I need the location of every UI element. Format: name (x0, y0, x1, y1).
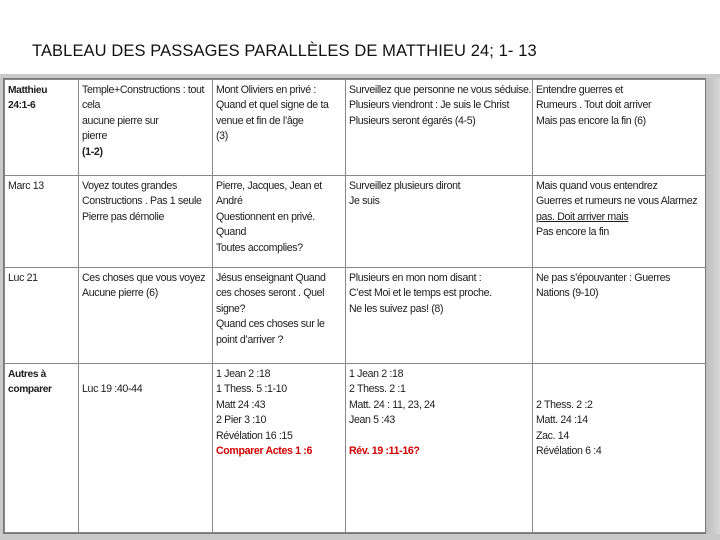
row-label-cell: Luc 21 (5, 268, 79, 364)
row-label-cell: Autres à comparer (5, 364, 79, 533)
table-row-matthieu (5, 80, 708, 176)
passage-cell: Plusieurs en mon nom disant : C’est Moi et le temps est proche. Ne les suivez pas! (8) (346, 268, 533, 364)
passage-cell: Jésus enseignant Quand ces choses seront . Quel signe? Quand ces choses sur le point d’arriver ? (213, 268, 346, 364)
passage-cell: Ne pas s’épouvanter : Guerres Nations (9-10) (533, 268, 708, 364)
row-label-cell: Marc 13 (5, 176, 79, 268)
passage-cell: Voyez toutes grandes Constructions . Pas 1 seule Pierre pas démolie (79, 176, 213, 268)
passage-cell: Pierre, Jacques, Jean et André Questionnent en privé. Quand Toutes accomplies? (213, 176, 346, 268)
table-row-luc (5, 268, 708, 364)
passage-cell: Mais quand vous entendrez Guerres et rumeurs ne vous Alarmez pas. Doit arriver mais Pas encore la fin (533, 176, 708, 268)
parallel-passages-table (4, 79, 708, 533)
passage-cell: Surveillez que personne ne vous séduise. Plusieurs viendront : Je suis le Christ Plusieurs seront égarés (4-5) (346, 80, 533, 176)
row-label-cell: Matthieu 24:1-6 (5, 80, 79, 176)
side-strip (706, 78, 720, 534)
passage-cell: Entendre guerres et Rumeurs . Tout doit arriver Mais pas encore la fin (6) (533, 80, 708, 176)
passage-cell: Ces choses que vous voyez Aucune pierre (6) (79, 268, 213, 364)
passage-cell: 2 Thess. 2 :2 Matt. 24 :14 Zac. 14 Révélation 6 :4 (533, 364, 708, 533)
passage-cell: Mont Oliviers en privé : Quand et quel signe de ta venue et fin de l’âge (3) (213, 80, 346, 176)
passage-cell: Temple+Constructions : tout cela aucune pierre sur pierre (1-2) (79, 80, 213, 176)
passage-cell: Surveillez plusieurs diront Je suis (346, 176, 533, 268)
page-title: TABLEAU DES PASSAGES PARALLÈLES DE MATTHIEU 24; 1- 13 (32, 42, 537, 60)
passage-cell: 1 Jean 2 :18 1 Thess. 5 :1-10 Matt 24 :43 2 Pier 3 :10 Révélation 16 :15 Comparer Actes 1 :6 (213, 364, 346, 533)
passage-cell: 1 Jean 2 :18 2 Thess. 2 :1 Matt. 24 : 11, 23, 24 Jean 5 :43 Rév. 19 :11-16? (346, 364, 533, 533)
table-row-marc (5, 176, 708, 268)
passage-cell: Luc 19 :40-44 (79, 364, 213, 533)
table-row-autres (5, 364, 708, 533)
parallel-passages-table-container (3, 78, 706, 534)
